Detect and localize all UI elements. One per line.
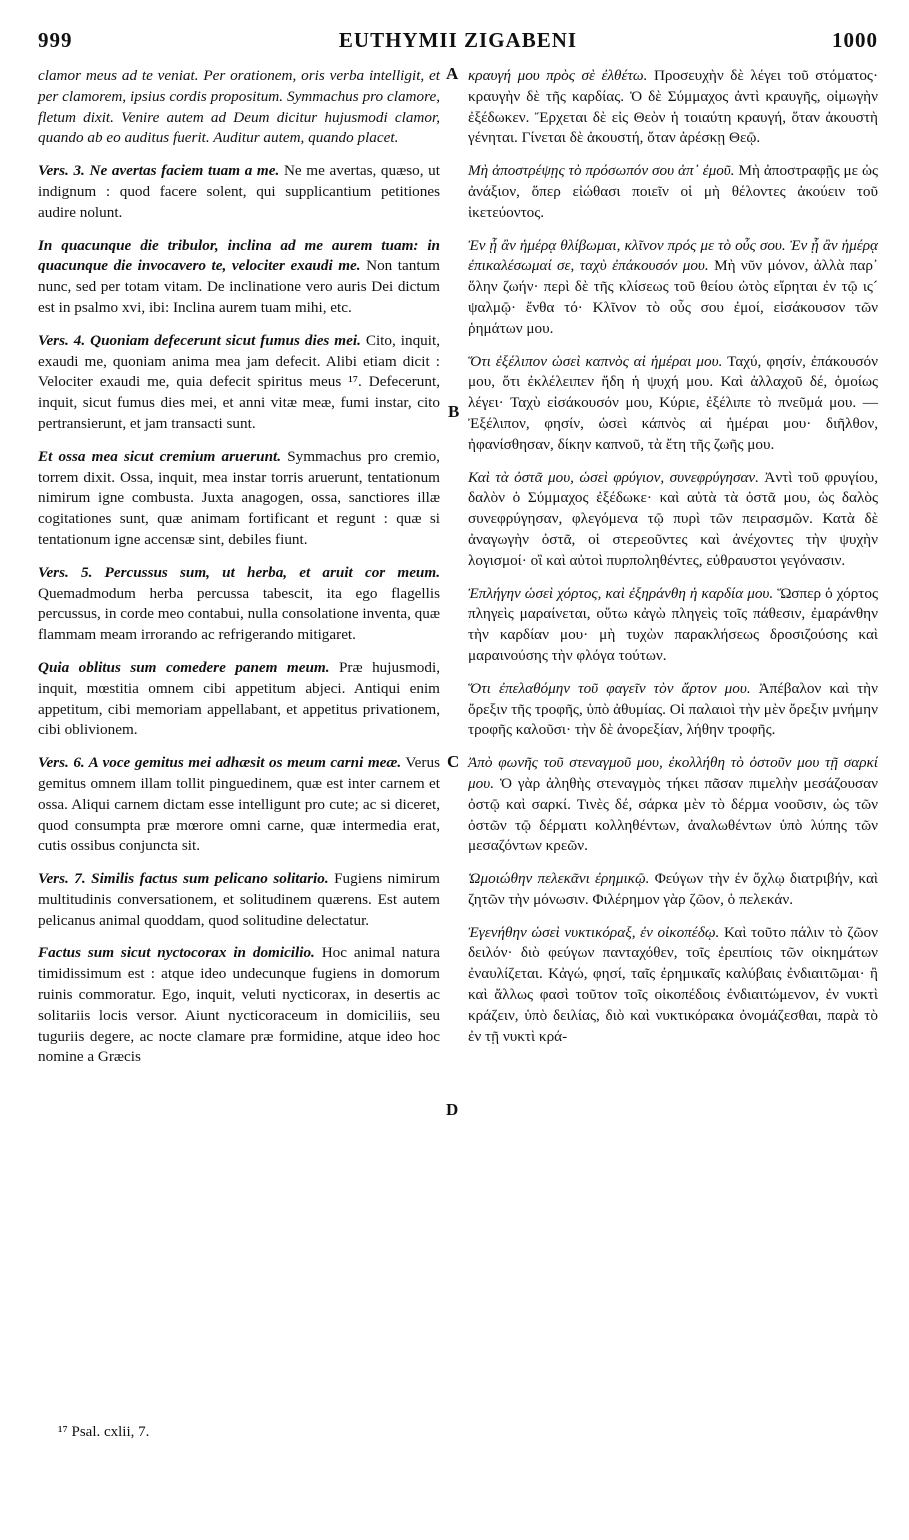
paragraph-text: Φεύγων τὴν ἐν ὄχλῳ διατριβήν, καὶ ζητῶν τὴν μόνωσιν. Φιλέρημον γὰρ ζῶον, ὁ πελεκάν. [468,870,878,908]
paragraph-text: Cito, inquit, exaudi me, quoniam anima mea jam defecit. Alibi etiam dicit : Velociter exaudi me, quia defecit spiritus meus ¹⁷. Defecerunt, inquit, sicut fumus dies mei, et anni vitæ meæ, fumi instar, cito pertransierunt, et jam transacti sunt. [38,331,440,432]
greek-paragraph [468,584,878,667]
verse-lead: Et ossa mea sicut cremium aruerunt. [38,447,282,465]
greek-paragraph [468,468,878,572]
margin-marker-c: C [447,752,460,771]
paragraph-text: Non tantum nunc, sed per totam vitam. De inclinatione vero auris Dei dictum est in psalmo xvi, ibi: Inclina aurem tuam mihi, etc. [38,257,440,316]
running-title: EUTHYMII ZIGABENI [338,28,578,52]
greek-paragraph [468,753,878,857]
verse-lead: Vers. 4. Quoniam defecerunt sicut fumus dies mei. [38,331,361,349]
latin-paragraph [38,563,440,646]
margin-marker-a: A [446,64,459,83]
verse-lead: κραυγή μου πρὸς σὲ ἐλθέτω. [468,67,648,84]
paragraph-text: Ἀπέβαλον καὶ τὴν ὄρεξιν τῆς τροφῆς, ὑπὸ ἀθυμίας. Οἱ παλαιοὶ τὴν μὲν ὄρεξιν μνήμην τροφῆς καλοῦσι· τὴν δὲ ἀνορεξίαν, λήθην τροφῆς. [468,679,878,739]
paragraph-text: Verus gemitus omnem illam tollit pinguedinem, quæ est inter carnem et ossa. Aliqui carnem dictam esse intelligunt pro cute; ac si diceret, quod consumpta præ mœrore omni carne, quæ intermedia erat, cutis ossibus conjuncta sit. [38,754,440,855]
latin-paragraph [38,869,440,931]
greek-paragraph [468,869,878,911]
latin-paragraph [38,66,440,149]
greek-column [468,66,878,1059]
verse-lead: Ἀπὸ φωνῆς τοῦ στεναγμοῦ μου, ἐκολλήθη τὸ ὀστοῦν μου τῇ σαρκί μου. [468,754,878,792]
greek-paragraph [468,923,878,1048]
paragraph-text: clamor meus ad te veniat. Per orationem, oris verba intelligit, et per clamorem, ipsius cordis propositum. Symmachus pro clamore, fletum dixit. Venire autem ad Deum dicitur hujusmodi clamor, quando ab eo auditus fuerit. Auditur autem, quando placet. [38,67,440,147]
paragraph-text: Ne me avertas, quæso, ut indignum : quod facere solent, qui supplicantium petitiones audire nolunt. [38,162,440,221]
greek-paragraph [468,352,878,456]
paragraph-text: Præ hujusmodi, inquit, mœstitia omnem cibi appetitum abjeci. Antiqui enim appetitum, cibi memoriam appellabant, et appetitus privationem, cibi oblivionem. [38,658,440,739]
verse-lead: Vers. 7. Similis factus sum pelicano solitario. [38,870,329,888]
verse-lead: Factus sum sicut nyctocorax in domicilio. [38,944,315,962]
verse-lead: Ὅτι ἐξέλιπον ὡσεὶ καπνὸς αἱ ἡμέραι μου. [468,352,723,370]
paragraph-text: Fugiens nimirum multitudinis conversationem, et solitudinem quærens. Est autem pelicanus animal quoddam, quod solitudine delectatur. [38,870,440,929]
verse-lead: Ἐν ᾗ ἂν ἡμέρᾳ θλίβωμαι, κλῖνον πρός με τὸ οὖς σου. Ἐν ᾗ ἂν ἡμέρᾳ ἐπικαλέσωμαί σε, ταχὺ ἐπάκουσόν μου. [468,236,878,275]
greek-paragraph [468,161,878,223]
verse-lead: In quacunque die tribulor, inclina ad me aurem tuam: in quacunque die invocavero te, velociter exaudi me. [38,236,440,275]
verse-lead: Μὴ ἀποστρέψῃς τὸ πρόσωπόν σου ἀπ᾽ ἐμοῦ. [468,162,735,180]
latin-paragraph [38,161,440,223]
page-header [38,28,878,58]
verse-lead: Vers. 5. Percussus sum, ut herba, et aruit cor meum. [38,563,440,581]
latin-paragraph [38,236,440,319]
greek-paragraph [468,236,878,340]
paragraph-text: Μὴ νῦν μόνον, ἀλλὰ παρ᾽ ὅλην ζωήν· περὶ δὲ τῆς κλίσεως τοῦ θείου ὠτὸς εἴρηται ἐν τῷ ις´ ψαλμῷ· ἔνθα τό· Κλῖνον τὸ οὖς σου ἐμοί, εἰσάκουσον τῶν ῥημάτων μου. [468,257,878,337]
greek-paragraph [468,66,878,149]
verse-lead: Vers. 6. A voce gemitus mei adhæsit os meum carni meæ. [38,754,402,772]
margin-marker-d: D [446,1100,459,1119]
verse-lead: Quia oblitus sum comedere panem meum. [38,658,330,676]
greek-paragraph [468,679,878,741]
verse-lead: Ὡμοιώθην πελεκᾶνι ἐρημικῷ. [468,870,650,888]
paragraph-text: Καὶ τοῦτο πάλιν τὸ ζῶον δειλόν· διὸ φεύγων πανταχόθεν, τοῖς ἐρειπίοις τῶν οἰκημάτων ἐναυλίζεται. Κἀγώ, φησί, ταῖς ἐρημικαῖς καλύβαις ἐνδιαιτῶμαι· ἢ καὶ ἄλλως φασὶ τοῦτον τοῖς οἰκοπέδοις ἐνδιαιτώμενον, ἐν νυκτὶ κράζειν, ὑπὸ δειλίας, διὸ καὶ νυκτικόρακα ὀνομάζεσθαι, παρὰ τὸ ἐν τῇ νυκτὶ κρά- [468,923,879,1045]
verse-lead: Καὶ τὰ ὀστᾶ μου, ὡσεὶ φρύγιον, συνεφρύγησαν. [468,468,759,486]
paragraph-text: Προσευχὴν δὲ λέγει τοῦ στόματος· κραυγὴν δὲ τῆς καρδίας. Ὁ δὲ Σύμμαχος ἀντὶ κραυγῆς, οἰμωγὴν ἐξέδωκεν. Ἔρχεται δὲ εἰς Θεὸν ἡ τοιαύτη κραυγή, ὅταν ἀκουστὴ γένηται. Γίνεται δὲ ἀκουστή, ὅταν ἀρέσκῃ Θεῷ. [468,67,879,147]
verse-lead: Ἐγενήθην ὡσεὶ νυκτικόραξ, ἐν οἰκοπέδῳ. [468,923,720,941]
paragraph-text: Ταχύ, φησίν, ἐπάκουσόν μου, ὅτι ἐκλέλειπεν ἤδη ἡ ψυχή μου. Καὶ ἀλλαχοῦ δέ, ὁμοίως λέγει· Ταχὺ εἰσάκουσόν μου, Κύριε, ἐξέλιπε τὸ πνεῦμά μου. — Ἐξέλιπον, φησίν, ὡσεὶ κάπνὸς αἱ ἡμέραι μου· διῆλθον, ἠφανίσθησαν, δίκην καπνοῦ, τὰ ἔτη τῆς ζωῆς μου. [468,352,879,453]
verse-lead: Ἐπλήγην ὡσεὶ χόρτος, καὶ ἐξηράνθη ἡ καρδία μου. [468,584,774,602]
paragraph-text: Quemadmodum herba percussa tabescit, ita ego flagellis percussus, in corde meo contabui, nulla consolatione inventa, quæ flammam meam irrorando ac refrigerando mitigaret. [38,584,440,644]
verse-lead: Ὅτι ἐπελαθόμην τοῦ φαγεῖν τὸν ἄρτον μου. [468,679,751,697]
latin-column [38,66,440,1080]
margin-marker-b: B [448,402,460,421]
paragraph-text: Ὁ γὰρ ἀληθὴς στεναγμὸς τήκει πᾶσαν πιμελὴν μεσάζουσαν ὀστῷ καὶ σαρκί. Τινὲς δέ, σάρκα μὲν τὸ δέρμα νοοῦσιν, ὡς τῶν ὀστῶν τῷ δέρματι κολληθέντων, ἀναλωθέντων ὑπὸ λύπης τῶν μεσαζόντων κρεῶν. [468,774,878,855]
verse-lead: Vers. 3. Ne avertas faciem tuam a me. [38,162,280,180]
latin-paragraph [38,753,440,857]
paragraph-text: Symmachus pro cremio, torrem dixit. Ossa, inquit, mea instar torris aruerunt, tentationum nimirum igne combusta. Juxta anagogen, ossa, sanctiores illæ cogitationes sunt, quæ animam fortificant et regunt : quæ si tentationum igne accensæ sint, debiles fiunt. [38,447,440,548]
paragraph-text: Μὴ ἀποστραφῇς με ὡς ἀνάξιον, ὅπερ εἰώθασι ποιεῖν οἱ μὴ θέλοντες ἀκούειν τοῦ ἱκετεύοντος. [468,162,878,221]
latin-paragraph [38,447,440,551]
paragraph-text: Hoc animal natura timidissimum est : atque ideo undecunque fugiens in domorum ruinis commoratur. Ego, inquit, veluti nycticorax, in desertis ac solitariis locis versor. Aiunt nycticoraceum in domiciliis, seu tuguriis degere, ac nocte clamare præ formidine, atque ideo hoc nomine a Græcis [38,944,440,1066]
latin-paragraph [38,331,440,435]
paragraph-text: Ἀντὶ τοῦ φρυγίου, δαλὸν ὁ Σύμμαχος ἐξέδωκε· καὶ αὐτὰ τὰ ὀστᾶ μου, ὡς δαλὸς συνεφρύγησαν, φλεγόμενα τῷ πυρὶ τῶν πειρασμῶν. Κατὰ δὲ ἀναγωγὴν ὀστᾶ, οἱ στερεοῦντες καὶ ἀνέχοντες τὴν ψυχὴν λογισμοί· οἳ καὶ αὐτοὶ πυρποληθέντες, εὐθραυστοι γεγόνασιν. [468,468,878,569]
page-number-left: 999 [38,28,73,52]
page-number-right: 1000 [832,28,878,52]
latin-paragraph [38,658,440,741]
paragraph-text: Ὥσπερ ὁ χόρτος πληγεὶς μαραίνεται, οὕτω κἀγὼ πληγεὶς τοῖς πάθεσιν, ἐμαράνθην τὴν καρδίαν μου· μὴ τυχὼν παρακλήσεως δροσιζούσης καὶ μαραινούσης τὴν φλόγα τούτων. [468,584,879,664]
latin-paragraph [38,943,440,1068]
footnote: ¹⁷ Psal. cxlii, 7. [58,1424,150,1440]
